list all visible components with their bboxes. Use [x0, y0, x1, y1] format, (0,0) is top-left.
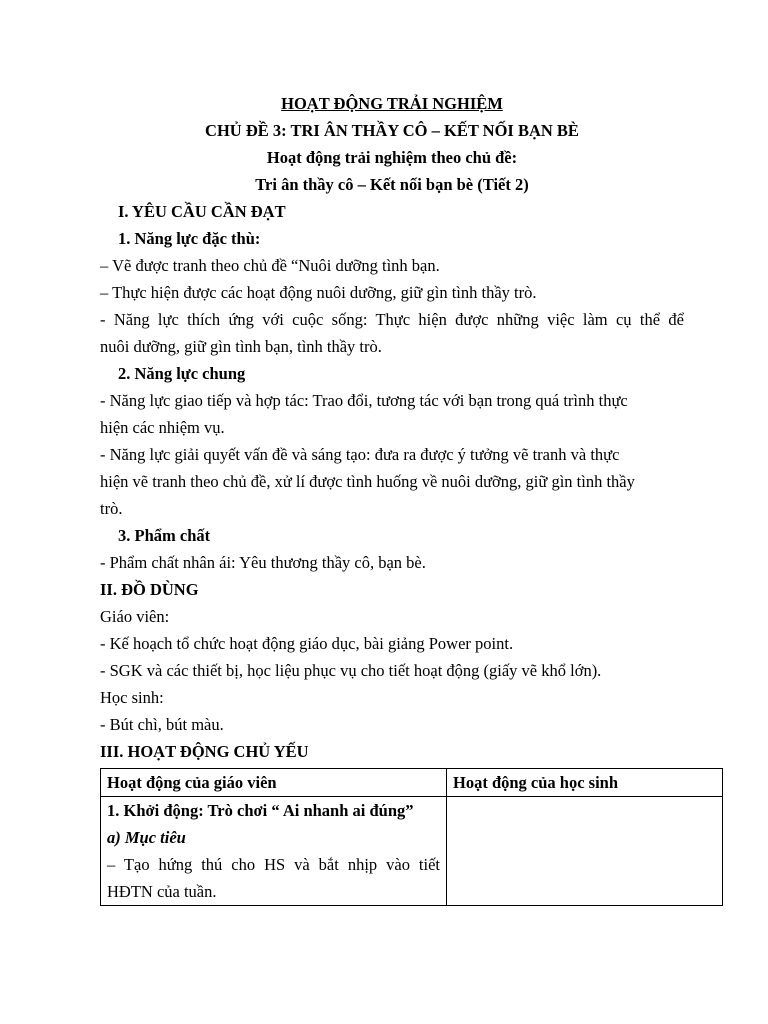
- teacher-activity-cell: [101, 797, 447, 906]
- paragraph-line: - SGK và các thiết bị, học liệu phục vụ cho tiết hoạt động (giấy vẽ khổ lớn).: [100, 661, 602, 680]
- topic-title: CHỦ ĐỀ 3: TRI ÂN THẦY CÔ – KẾT NỐI BẠN BÈ: [205, 121, 579, 140]
- section-heading-requirements: I. YÊU CẦU CẦN ĐẠT: [118, 202, 286, 221]
- subheading-specific-competence: 1. Năng lực đặc thù:: [118, 229, 261, 248]
- paragraph-line: – Thực hiện được các hoạt động nuôi dưỡng, giữ gìn tình thầy trò.: [100, 283, 537, 302]
- subtitle-line-1: Hoạt động trải nghiệm theo chủ đề:: [266, 148, 518, 167]
- subtitle-line-2: Tri ân thầy cô – Kết nối bạn bè (Tiết 2): [255, 175, 529, 194]
- teacher-label: Giáo viên:: [100, 607, 170, 626]
- paragraph-line: - Năng lực giải quyết vấn đề và sáng tạo: đưa ra được ý tưởng vẽ tranh và thực: [100, 445, 620, 464]
- goal-label: a) Mục tiêu: [107, 828, 186, 847]
- paragraph-line: - Năng lực giao tiếp và hợp tác: Trao đổi, tương tác với bạn trong quá trình thực: [100, 391, 628, 410]
- table-header-teacher: Hoạt động của giáo viên: [101, 769, 447, 797]
- paragraph-line: hiện vẽ tranh theo chủ đề, xử lí được tình huống về nuôi dưỡng, giữ gìn tình thầy: [100, 472, 635, 491]
- paragraph-line: trò.: [100, 499, 123, 518]
- paragraph-line: - Năng lực thích ứng với cuộc sống: Thực hiện được những việc làm cụ thể để: [100, 310, 684, 329]
- paragraph-line: - Phẩm chất nhân ái: Yêu thương thầy cô, bạn bè.: [100, 553, 426, 572]
- paragraph-line: – Vẽ được tranh theo chủ đề “Nuôi dưỡng tình bạn.: [100, 256, 440, 275]
- table-header-row: [101, 769, 723, 797]
- section-heading-materials: II. ĐỒ DÙNG: [100, 580, 199, 599]
- student-label: Học sinh:: [100, 688, 164, 707]
- paragraph-line: - Kế hoạch tổ chức hoạt động giáo dục, bài giảng Power point.: [100, 634, 514, 653]
- paragraph-line: hiện các nhiệm vụ.: [100, 418, 225, 437]
- subheading-general-competence: 2. Năng lực chung: [118, 364, 246, 383]
- activity-title: 1. Khởi động: Trò chơi “ Ai nhanh ai đúng”: [107, 801, 414, 820]
- paragraph-line: nuôi dưỡng, giữ gìn tình bạn, tình thầy trò.: [100, 337, 382, 356]
- section-heading-main-activities: III. HOẠT ĐỘNG CHỦ YẾU: [100, 742, 309, 761]
- goal-text-line: – Tạo hứng thú cho HS và bắt nhịp vào tiết: [107, 855, 440, 874]
- subheading-qualities: 3. Phẩm chất: [118, 526, 211, 545]
- table-row: [101, 797, 723, 906]
- document-title: HOẠT ĐỘNG TRẢI NGHIỆM: [281, 94, 503, 113]
- goal-text-line: HĐTN của tuần.: [107, 882, 217, 901]
- activities-table: [100, 768, 723, 906]
- paragraph-line: - Bút chì, bút màu.: [100, 715, 224, 734]
- student-activity-cell: [447, 797, 723, 906]
- table-header-student: Hoạt động của học sinh: [447, 769, 723, 797]
